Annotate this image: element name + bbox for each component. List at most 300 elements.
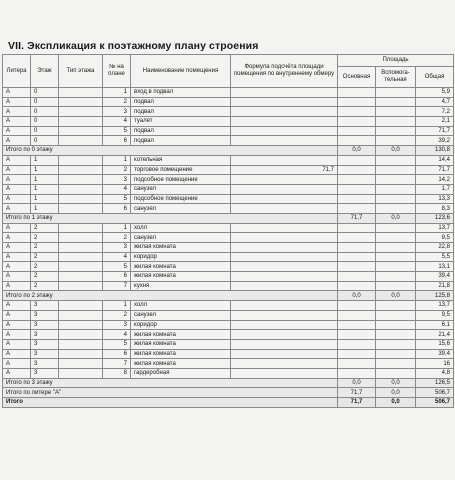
table-body: [3, 88, 454, 408]
cell-plan-number: 6: [103, 136, 131, 146]
cell-area-main: [338, 233, 376, 243]
cell-area-main: [338, 117, 376, 127]
cell-formula: [231, 252, 338, 262]
cell-area-main: [338, 339, 376, 349]
cell-floor-type: [59, 88, 103, 98]
cell-area-aux: [376, 88, 416, 98]
cell-area-main: [338, 107, 376, 117]
cell-area-total: 13,1: [416, 262, 454, 272]
cell-plan-number: 5: [103, 194, 131, 204]
cell-area-total: 16: [416, 359, 454, 369]
cell-area-main: [338, 252, 376, 262]
cell-floor-type: [59, 320, 103, 330]
cell-room-name: подсобное помещение: [131, 194, 231, 204]
total-area-aux: 0,0: [376, 398, 416, 408]
cell-litera: А: [3, 349, 31, 359]
subtotal-area-main: 0,0: [338, 291, 376, 301]
cell-litera: А: [3, 184, 31, 194]
cell-area-aux: [376, 262, 416, 272]
cell-area-total: 13,3: [416, 194, 454, 204]
cell-formula: [231, 349, 338, 359]
cell-area-aux: [376, 233, 416, 243]
cell-area-main: [338, 194, 376, 204]
table-row: [3, 368, 454, 378]
cell-area-main: [338, 310, 376, 320]
cell-area-aux: [376, 165, 416, 175]
cell-formula: [231, 368, 338, 378]
total-label: Итого: [3, 398, 338, 408]
cell-litera: А: [3, 204, 31, 214]
cell-floor: 0: [31, 126, 59, 136]
table-row: [3, 165, 454, 175]
cell-litera: А: [3, 223, 31, 233]
cell-area-total: 5,5: [416, 252, 454, 262]
cell-litera: А: [3, 339, 31, 349]
cell-floor-type: [59, 243, 103, 253]
subtotal-area-aux: 0,0: [376, 291, 416, 301]
cell-floor: 0: [31, 97, 59, 107]
grand-total-row: [3, 398, 454, 408]
cell-area-total: 7,2: [416, 107, 454, 117]
subtotal-area-main: 71,7: [338, 213, 376, 223]
table-row: [3, 97, 454, 107]
cell-area-aux: [376, 301, 416, 311]
cell-area-total: 2,1: [416, 117, 454, 127]
cell-area-total: 21,8: [416, 281, 454, 291]
cell-floor: 3: [31, 339, 59, 349]
cell-litera: А: [3, 281, 31, 291]
table-row: [3, 136, 454, 146]
cell-area-aux: [376, 339, 416, 349]
cell-floor-type: [59, 349, 103, 359]
header-floor: Этаж: [31, 55, 59, 88]
cell-formula: [231, 262, 338, 272]
cell-room-name: коридор: [131, 252, 231, 262]
cell-area-main: [338, 301, 376, 311]
cell-litera: А: [3, 175, 31, 185]
cell-floor: 3: [31, 368, 59, 378]
cell-area-total: 13,7: [416, 301, 454, 311]
cell-plan-number: 4: [103, 184, 131, 194]
cell-litera: А: [3, 359, 31, 369]
cell-area-total: 15,6: [416, 339, 454, 349]
cell-plan-number: 2: [103, 165, 131, 175]
cell-area-aux: [376, 281, 416, 291]
cell-floor-type: [59, 223, 103, 233]
cell-area-main: [338, 368, 376, 378]
cell-floor: 2: [31, 243, 59, 253]
cell-litera: А: [3, 126, 31, 136]
cell-area-total: 4,7: [416, 97, 454, 107]
cell-area-main: [338, 243, 376, 253]
cell-area-aux: [376, 97, 416, 107]
cell-area-total: 14,4: [416, 155, 454, 165]
cell-litera: А: [3, 320, 31, 330]
cell-room-name: санузел: [131, 310, 231, 320]
subtotal-area-aux: 0,0: [376, 213, 416, 223]
cell-area-aux: [376, 184, 416, 194]
cell-floor-type: [59, 359, 103, 369]
header-formula: Формула подсчёта площади помещения по внутреннему обмеру: [231, 55, 338, 88]
cell-area-main: [338, 320, 376, 330]
cell-litera: А: [3, 165, 31, 175]
cell-floor: 0: [31, 107, 59, 117]
cell-area-main: [338, 349, 376, 359]
cell-room-name: коридор: [131, 320, 231, 330]
cell-room-name: холл: [131, 223, 231, 233]
cell-plan-number: 7: [103, 359, 131, 369]
cell-floor: 2: [31, 272, 59, 282]
cell-formula: [231, 88, 338, 98]
cell-plan-number: 3: [103, 243, 131, 253]
cell-formula: [231, 339, 338, 349]
cell-formula: [231, 97, 338, 107]
cell-plan-number: 4: [103, 252, 131, 262]
cell-area-aux: [376, 320, 416, 330]
cell-room-name: подвал: [131, 136, 231, 146]
cell-floor-type: [59, 310, 103, 320]
cell-floor: 2: [31, 252, 59, 262]
cell-floor: 2: [31, 281, 59, 291]
cell-area-aux: [376, 359, 416, 369]
subtotal-area-main: 0,0: [338, 378, 376, 388]
cell-area-aux: [376, 175, 416, 185]
cell-plan-number: 1: [103, 88, 131, 98]
cell-area-total: 9,5: [416, 310, 454, 320]
table-row: [3, 301, 454, 311]
subtotal-area-aux: 0,0: [376, 146, 416, 156]
cell-plan-number: 6: [103, 204, 131, 214]
subtotal-area-total: 125,8: [416, 291, 454, 301]
table-row: [3, 194, 454, 204]
cell-plan-number: 7: [103, 281, 131, 291]
cell-floor: 3: [31, 320, 59, 330]
table-row: [3, 204, 454, 214]
subtotal-row: [3, 146, 454, 156]
cell-area-aux: [376, 117, 416, 127]
cell-formula: [231, 359, 338, 369]
cell-area-total: 6,1: [416, 320, 454, 330]
subtotal-area-main: 0,0: [338, 146, 376, 156]
cell-floor-type: [59, 175, 103, 185]
cell-floor: 1: [31, 175, 59, 185]
table-row: [3, 88, 454, 98]
subtotal-label: Итого по 0 этажу: [3, 146, 338, 156]
cell-area-aux: [376, 310, 416, 320]
cell-area-main: [338, 359, 376, 369]
subtotal-area-total: 126,5: [416, 378, 454, 388]
cell-floor-type: [59, 233, 103, 243]
cell-area-total: 9,5: [416, 233, 454, 243]
cell-plan-number: 1: [103, 155, 131, 165]
cell-area-aux: [376, 368, 416, 378]
subtotal-label: Итого по 1 этажу: [3, 213, 338, 223]
document-title: VII. Экспликация к поэтажному плану строения: [8, 40, 259, 52]
cell-floor-type: [59, 281, 103, 291]
litera-total-row: [3, 388, 454, 398]
cell-formula: [231, 233, 338, 243]
table-row: [3, 272, 454, 282]
cell-floor-type: [59, 301, 103, 311]
cell-area-main: [338, 262, 376, 272]
cell-area-main: [338, 136, 376, 146]
cell-litera: А: [3, 97, 31, 107]
cell-room-name: кухня: [131, 281, 231, 291]
cell-floor-type: [59, 184, 103, 194]
cell-area-aux: [376, 204, 416, 214]
cell-floor: 1: [31, 165, 59, 175]
cell-litera: А: [3, 262, 31, 272]
cell-formula: [231, 136, 338, 146]
table-row: [3, 330, 454, 340]
subtotal-area-total: 123,6: [416, 213, 454, 223]
cell-litera: А: [3, 155, 31, 165]
cell-floor-type: [59, 262, 103, 272]
header-area-aux: Вспомога-тельная: [376, 67, 416, 88]
cell-litera: А: [3, 107, 31, 117]
cell-floor: 1: [31, 194, 59, 204]
cell-area-total: 5,9: [416, 88, 454, 98]
total-area-main: 71,7: [338, 388, 376, 398]
table-row: [3, 320, 454, 330]
cell-area-main: [338, 165, 376, 175]
cell-formula: [231, 223, 338, 233]
cell-formula: [231, 243, 338, 253]
explication-table: [2, 54, 454, 408]
cell-area-total: 13,7: [416, 223, 454, 233]
cell-litera: А: [3, 272, 31, 282]
cell-floor: 2: [31, 262, 59, 272]
subtotal-label: Итого по 2 этажу: [3, 291, 338, 301]
cell-area-main: [338, 88, 376, 98]
cell-formula: [231, 204, 338, 214]
cell-formula: [231, 117, 338, 127]
cell-area-aux: [376, 330, 416, 340]
cell-area-total: 39,4: [416, 349, 454, 359]
cell-formula: [231, 194, 338, 204]
cell-litera: А: [3, 194, 31, 204]
subtotal-row: [3, 378, 454, 388]
cell-area-aux: [376, 126, 416, 136]
cell-room-name: жилая комната: [131, 272, 231, 282]
cell-room-name: подсобное помещение: [131, 175, 231, 185]
cell-room-name: санузел: [131, 233, 231, 243]
cell-room-name: жилая комната: [131, 243, 231, 253]
cell-floor: 0: [31, 136, 59, 146]
cell-room-name: жилая комната: [131, 262, 231, 272]
cell-floor: 3: [31, 349, 59, 359]
cell-floor-type: [59, 252, 103, 262]
cell-formula: [231, 155, 338, 165]
cell-floor: 3: [31, 301, 59, 311]
cell-plan-number: 8: [103, 368, 131, 378]
cell-plan-number: 3: [103, 107, 131, 117]
cell-area-main: [338, 281, 376, 291]
cell-floor-type: [59, 204, 103, 214]
cell-floor-type: [59, 330, 103, 340]
cell-floor-type: [59, 194, 103, 204]
header-floor-type: Тип этажа: [59, 55, 103, 88]
header-litera: Литера: [3, 55, 31, 88]
cell-floor: 1: [31, 204, 59, 214]
cell-litera: А: [3, 88, 31, 98]
cell-area-main: [338, 97, 376, 107]
cell-plan-number: 4: [103, 117, 131, 127]
cell-litera: А: [3, 136, 31, 146]
cell-area-main: [338, 204, 376, 214]
cell-formula: [231, 301, 338, 311]
cell-floor: 2: [31, 233, 59, 243]
cell-formula: [231, 272, 338, 282]
total-area-total: 506,7: [416, 398, 454, 408]
cell-room-name: холл: [131, 301, 231, 311]
table-row: [3, 252, 454, 262]
total-area-aux: 0,0: [376, 388, 416, 398]
header-area-main: Основная: [338, 67, 376, 88]
subtotal-label: Итого по 3 этажу: [3, 378, 338, 388]
cell-room-name: гардеробная: [131, 368, 231, 378]
cell-room-name: котельная: [131, 155, 231, 165]
cell-area-aux: [376, 194, 416, 204]
cell-room-name: туалет: [131, 117, 231, 127]
header-area-total: Общая: [416, 67, 454, 88]
subtotal-area-aux: 0,0: [376, 378, 416, 388]
cell-area-total: 21,4: [416, 330, 454, 340]
cell-area-aux: [376, 107, 416, 117]
cell-litera: А: [3, 301, 31, 311]
cell-floor: 1: [31, 184, 59, 194]
cell-area-aux: [376, 243, 416, 253]
cell-floor: 0: [31, 88, 59, 98]
cell-floor: 1: [31, 155, 59, 165]
cell-litera: А: [3, 117, 31, 127]
cell-plan-number: 3: [103, 320, 131, 330]
cell-area-main: [338, 272, 376, 282]
table-row: [3, 359, 454, 369]
table-row: [3, 339, 454, 349]
cell-litera: А: [3, 252, 31, 262]
subtotal-area-total: 130,8: [416, 146, 454, 156]
cell-floor-type: [59, 155, 103, 165]
cell-area-total: 22,8: [416, 243, 454, 253]
table-row: [3, 184, 454, 194]
cell-room-name: торговое помещение: [131, 165, 231, 175]
table-row: [3, 310, 454, 320]
cell-area-main: [338, 330, 376, 340]
cell-floor: 2: [31, 223, 59, 233]
subtotal-row: [3, 213, 454, 223]
cell-plan-number: 6: [103, 272, 131, 282]
table-row: [3, 349, 454, 359]
total-label: Итого по литере "А": [3, 388, 338, 398]
cell-formula: [231, 310, 338, 320]
total-area-main: 71,7: [338, 398, 376, 408]
cell-floor-type: [59, 272, 103, 282]
cell-plan-number: 3: [103, 175, 131, 185]
cell-room-name: жилая комната: [131, 349, 231, 359]
cell-room-name: санузел: [131, 184, 231, 194]
cell-formula: [231, 184, 338, 194]
cell-area-total: 39,2: [416, 136, 454, 146]
cell-room-name: санузел: [131, 204, 231, 214]
header-plan-number: № на плане: [103, 55, 131, 88]
cell-formula: [231, 281, 338, 291]
cell-floor-type: [59, 339, 103, 349]
cell-area-main: [338, 223, 376, 233]
cell-floor-type: [59, 97, 103, 107]
cell-formula: [231, 320, 338, 330]
table-row: [3, 233, 454, 243]
cell-area-total: 71,7: [416, 126, 454, 136]
cell-room-name: жилая комната: [131, 359, 231, 369]
cell-area-aux: [376, 252, 416, 262]
cell-area-main: [338, 126, 376, 136]
subtotal-row: [3, 291, 454, 301]
cell-area-total: 71,7: [416, 165, 454, 175]
cell-plan-number: 5: [103, 262, 131, 272]
table-row: [3, 223, 454, 233]
cell-litera: А: [3, 368, 31, 378]
cell-formula: [231, 126, 338, 136]
cell-area-aux: [376, 272, 416, 282]
cell-area-aux: [376, 223, 416, 233]
cell-formula: [231, 175, 338, 185]
table-row: [3, 281, 454, 291]
cell-plan-number: 2: [103, 310, 131, 320]
header-area: Площадь: [338, 55, 454, 67]
cell-litera: А: [3, 310, 31, 320]
cell-room-name: жилая комната: [131, 330, 231, 340]
cell-formula: [231, 330, 338, 340]
cell-room-name: жилая комната: [131, 339, 231, 349]
cell-floor-type: [59, 136, 103, 146]
cell-area-main: [338, 184, 376, 194]
cell-room-name: подвал: [131, 126, 231, 136]
cell-floor-type: [59, 368, 103, 378]
cell-formula: 71,7: [231, 165, 338, 175]
cell-plan-number: 1: [103, 223, 131, 233]
cell-plan-number: 2: [103, 233, 131, 243]
cell-plan-number: 4: [103, 330, 131, 340]
cell-floor: 3: [31, 310, 59, 320]
table-row: [3, 117, 454, 127]
cell-area-total: 4,8: [416, 368, 454, 378]
table-row: [3, 126, 454, 136]
table-row: [3, 243, 454, 253]
cell-area-main: [338, 155, 376, 165]
cell-room-name: подвал: [131, 107, 231, 117]
cell-plan-number: 1: [103, 301, 131, 311]
total-area-total: 506,7: [416, 388, 454, 398]
table-row: [3, 262, 454, 272]
cell-area-total: 8,3: [416, 204, 454, 214]
cell-floor-type: [59, 126, 103, 136]
cell-floor: 3: [31, 359, 59, 369]
header-room-name: Наименование помещения: [131, 55, 231, 88]
cell-floor-type: [59, 117, 103, 127]
cell-floor: 0: [31, 117, 59, 127]
cell-floor-type: [59, 165, 103, 175]
table-row: [3, 107, 454, 117]
cell-floor: 3: [31, 330, 59, 340]
cell-plan-number: 2: [103, 97, 131, 107]
cell-plan-number: 6: [103, 349, 131, 359]
cell-floor-type: [59, 107, 103, 117]
cell-room-name: вход в подвал: [131, 88, 231, 98]
table-row: [3, 155, 454, 165]
cell-area-aux: [376, 136, 416, 146]
cell-litera: А: [3, 243, 31, 253]
